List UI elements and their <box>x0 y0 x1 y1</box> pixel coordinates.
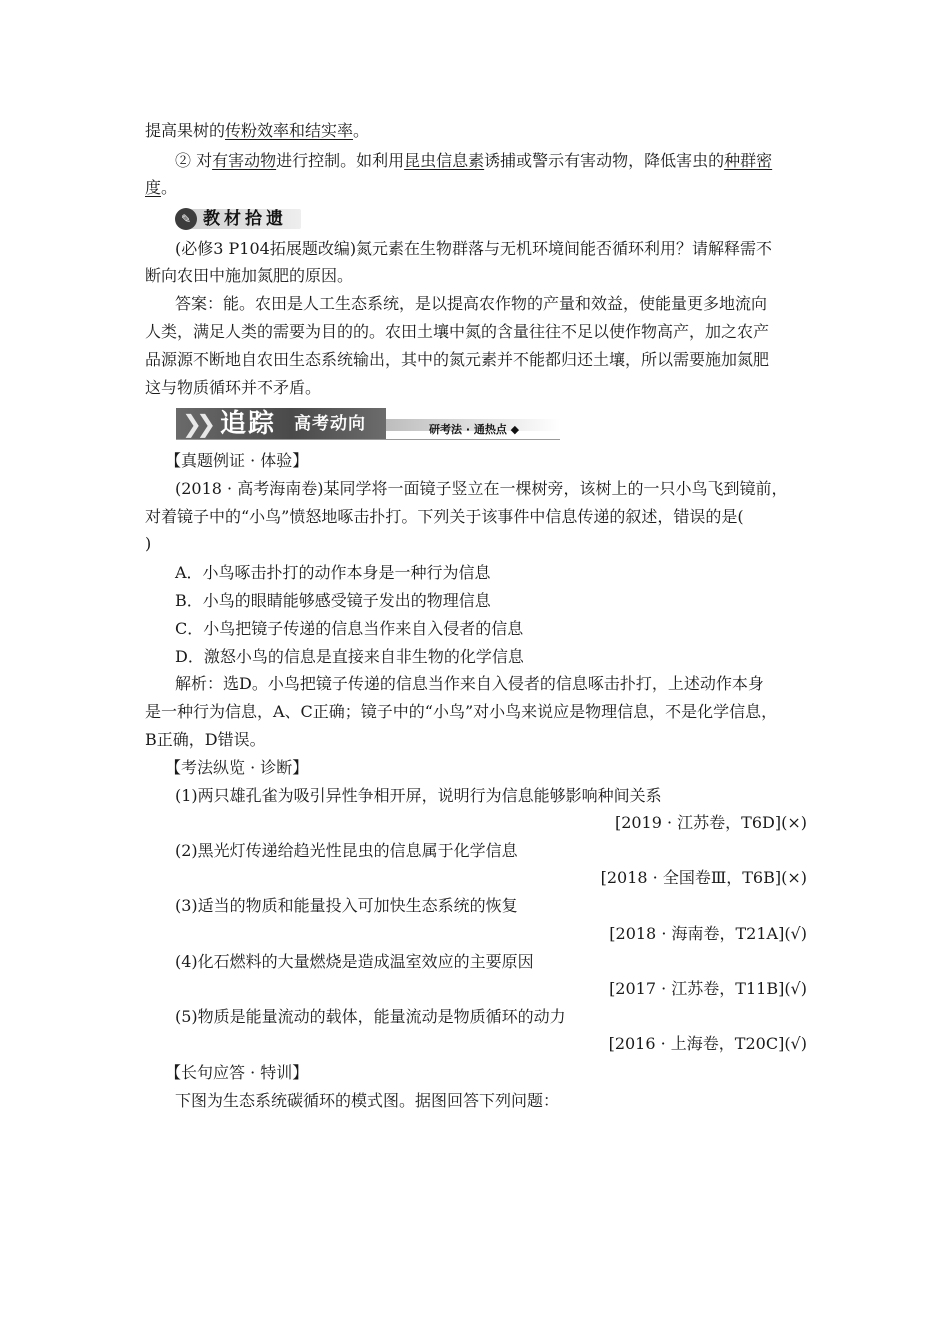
option-b: B．小鸟的眼睛能够感受镜子发出的物理信息 <box>175 591 491 610</box>
list-item: (1)两只雄孔雀为吸引异性争相开屏，说明行为信息能够影响种间关系 <box>175 786 662 805</box>
section-heading: 【长句应答 · 特训】 <box>165 1063 309 1082</box>
list-item: (3)适当的物质和能量投入可加快生态系统的恢复 <box>175 896 518 915</box>
banner-subtitle: 高考动向 <box>294 414 366 434</box>
section-banner-jiaocai <box>175 207 301 231</box>
underlined-term: 度 <box>145 178 162 197</box>
analysis-line: 是一种行为信息，A、C正确；镜子中的“小鸟”对小鸟来说应是物理信息，不是化学信息， <box>145 702 778 721</box>
answer-line: 人类，满足人类的需要为目的的。农田土壤中氮的含量往往不足以使作物高产，加之农产 <box>145 322 770 341</box>
answer-line: 这与物质循环并不矛盾。 <box>145 378 322 397</box>
question-line: (2018 · 高考海南卷)某同学将一面镜子竖立在一棵树旁，该树上的一只小鸟飞到镜前， <box>175 479 788 498</box>
underlined-term: 种群密 <box>724 151 773 170</box>
list-item: (2)黑光灯传递给趋光性昆虫的信息属于化学信息 <box>175 841 518 860</box>
answer-line: 答案：能。农田是人工生态系统，是以提高农作物的产量和效益，使能量更多地流向 <box>175 294 768 313</box>
banner-tagline: 研考法 · 通热点 ◆ <box>429 423 520 436</box>
question-line: (必修3 P104拓展题改编)氮元素在生物群落与无机环境间能否循环利用？请解释需不 <box>175 239 773 258</box>
banner-title: 追踪 <box>220 409 277 439</box>
pencil-icon: ✎ <box>175 208 197 230</box>
intro-line-2: ② 对有害动物进行控制。如利用昆虫信息素诱捕或警示有害动物，降低害虫的种群密 <box>175 151 773 170</box>
analysis-line: 解析：选D。小鸟把镜子传递的信息当作来自入侵者的信息啄击扑打，上述动作本身 <box>175 674 764 693</box>
list-item: (5)物质是能量流动的载体，能量流动是物质循环的动力 <box>175 1007 566 1026</box>
double-chevron-icon: ❯❯ <box>182 410 211 438</box>
source-citation: [2017 · 江苏卷，T11B](√) <box>609 979 807 998</box>
list-item: (4)化石燃料的大量燃烧是造成温室效应的主要原因 <box>175 952 534 971</box>
option-c: C．小鸟把镜子传递的信息当作来自入侵者的信息 <box>175 619 524 638</box>
section-banner-zhuizong <box>176 408 560 440</box>
source-citation: [2018 · 全国卷Ⅲ，T6B](×) <box>600 868 807 887</box>
option-a: A．小鸟啄击扑打的动作本身是一种行为信息 <box>175 563 491 582</box>
source-citation: [2019 · 江苏卷，T6D](×) <box>614 813 807 832</box>
underlined-term: 有害动物 <box>212 151 277 170</box>
analysis-line: B正确，D错误。 <box>145 730 266 749</box>
underlined-term: 传粉效率和结实率 <box>225 121 354 140</box>
answer-line: 品源源不断地自农田生态系统输出，其中的氮元素并不能都归还土壤，所以需要施加氮肥 <box>145 350 770 369</box>
source-citation: [2016 · 上海卷，T20C](√) <box>608 1034 807 1053</box>
banner-title: 教材拾遗 <box>203 209 287 229</box>
source-citation: [2018 · 海南卷，T21A](√) <box>609 924 807 943</box>
question-line: ) <box>145 534 152 553</box>
section-heading: 【真题例证 · 体验】 <box>165 451 309 470</box>
intro-line-1: 提高果树的传粉效率和结实率。 <box>145 121 370 140</box>
question-line: 对着镜子中的“小鸟”愤怒地啄击扑打。下列关于该事件中信息传递的叙述，错误的是( <box>145 507 744 526</box>
intro-line-3: 度。 <box>145 178 178 197</box>
question-line: 下图为生态系统碳循环的模式图。据图回答下列问题： <box>175 1091 560 1110</box>
underlined-term: 昆虫信息素 <box>404 151 485 170</box>
section-heading: 【考法纵览 · 诊断】 <box>165 758 309 777</box>
option-d: D．激怒小鸟的信息是直接来自非生物的化学信息 <box>175 647 524 666</box>
question-line: 断向农田中施加氮肥的原因。 <box>145 266 354 285</box>
